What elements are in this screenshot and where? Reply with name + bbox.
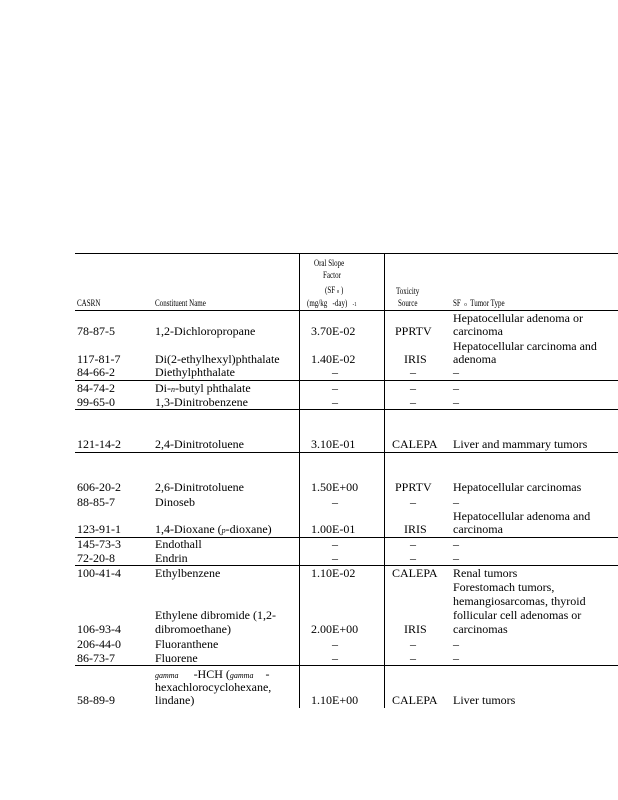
header-tumor-type: SF o Tumor Type [453,298,505,308]
header-casrn: CASRN [77,298,101,308]
header-constituent-name: Constituent Name [155,298,206,308]
row-divider [75,665,618,666]
row-divider [75,452,618,453]
row-divider [75,409,618,410]
column-divider [384,253,385,708]
table-top-rule [75,253,618,254]
column-divider [299,253,300,708]
document-page: CASRN Constituent Name Oral Slope Factor (SF o ) (mg/kg -day) -1 Toxicity Source SF o Tumor Type 78-87-5 1,2-Dichloropropane 3.70E-02 PPRTV Hepatocellular adenoma or carcinoma 117-81-7 Di(2-ethylhexyl)phthalate 1.40E-02 IRIS Hepatocellular carcinoma and adenoma 84-66-2 Diethylphthalate – – – 84-74-2 Di-n-butyl phthalate – – – 99-65-0 1,3-Dinitrobenzene – – – 121-14-2 2,4-Dinitrotoluene 3.10E-01 CALEPA Liver and mammary tumors 606-20-2 2,6-Dinitrotoluene 1.50E+00 PPRTV Hepatocellular carcinomas 88-85-7 Dinoseb – – – 123-91-1 1,4-Dioxane (p-dioxane) 1.00E-01 IRIS Hepatocellular adenoma and carcinoma 145-73-3 Endothall – – – 72-20-8 Endrin – – – 100-41-4 Ethylbenzene 1.10E-02 CALEPA Renal tumors 106-93-4 Ethylene dibromide (1,2- dibromoethane) 2.00E+00 IRIS Forestomach tumors, hemangiosarcomas, thyroid follicular cell adenomas or carcinomas 206-44-0 Fluoranthene – – – 86-73-7 Fluorene – – – 58-89-9 gamma -HCH (gamma - hexachlorocyclohexane, lindane) 1.10E+00 CALEPA Liver tumors [0,0,618,800]
